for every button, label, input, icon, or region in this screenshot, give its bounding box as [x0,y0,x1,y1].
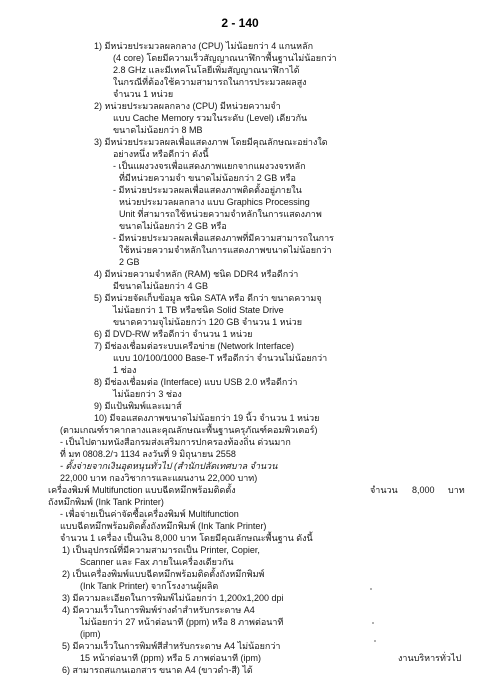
text-line: - เป็นไปตามหนังสือกรมส่งเสริมการปกครองท้องถิ่น ด่วนมาก [60,437,291,447]
text-line: 7) มีช่องเชื่อมต่อระบบเครือข่าย (Network Interface) [94,341,295,351]
text-line: - มีหน่วยประมวลผลเพื่อแสดงภาพติดตั้งอยู่ภายใน [113,185,302,195]
text-line: 15 หน้าต่อนาที (ppm) หรือ 5 ภาพต่อนาที (ipm) [80,653,262,663]
text-line: อย่างหนึ่ง หรือดีกว่า ดังนี้ [113,149,209,159]
text-line: จำนวน 1 หน่วย [113,89,174,99]
text-line: - เพื่อจ่ายเป็นค่าจัดซื้อเครื่องพิมพ์ Multifunction [60,509,239,519]
text-line: 2) เป็นเครื่องพิมพ์แบบฉีดหมึกพร้อมติดตั้งถังหมึกพิมพ์ [62,569,265,579]
text-line: ไม่น้อยกว่า 27 หน้าต่อนาที (ppm) หรือ 8 ภาพต่อนาที [80,617,284,627]
text-line: หน่วยประมวลผลกลาง แบบ Graphics Processing [119,197,310,207]
text-line: 1) มีหน่วยประมวลผลกลาง (CPU) ไม่น้อยกว่า 4 แกนหลัก [94,41,314,51]
text-line: Unit ที่สามารถใช้หน่วยความจำหลักในการแสดงภาพ [119,209,322,219]
text-line: 3) มีความละเอียดในการพิมพ์ไม่น้อยกว่า 1,200x1,200 dpi [62,593,284,603]
text-line: 9) มีแป้นพิมพ์และเมาส์ [94,401,182,411]
scan-speck [374,640,376,642]
text-line: - เป็นแผงวงจรเพื่อแสดงภาพแยกจากแผงวงจรหลัก [113,161,306,171]
text-line: 22,000 บาท กองวิชาการและแผนงาน 22,000 บาท) [60,473,258,483]
amount-value: 8,000 [412,485,435,495]
text-line: Scanner และ Fax ภายในเครื่องเดียวกัน [80,557,234,567]
text-line: แบบ Cache Memory รวมในระดับ (Level) เดียวกัน [113,113,308,123]
text-line: (ตามเกณฑ์ราคากลางและคุณลักษณะพื้นฐานครุภัณฑ์คอมพิวเตอร์) [60,425,318,435]
text-line: 10) มีจอแสดงภาพขนาดไม่น้อยกว่า 19 นิ้ว จำนวน 1 หน่วย [94,413,320,423]
text-line: 8) มีช่องเชื่อมต่อ (Interface) แบบ USB 2.0 หรือดีกว่า [94,377,298,387]
text-line: ไม่น้อยกว่า 3 ช่อง [113,389,182,399]
text-line: 1 ช่อง [113,365,137,375]
text-line: เครื่องพิมพ์ Multifunction แบบฉีดหมึกพร้อมติดตั้ง [48,485,236,495]
text-line: ขนาดไม่น้อยกว่า 2 GB หรือ [119,221,227,231]
amount-unit: บาท [448,485,465,495]
text-line: ขนาดความจุไม่น้อยกว่า 120 GB จำนวน 1 หน่วย [113,317,303,327]
text-line: จำนวน 1 เครื่อง เป็นเงิน 8,000 บาท โดยมีคุณลักษณะพื้นฐาน ดังนี้ [60,533,313,543]
text-line: แบบฉีดหมึกพร้อมติดตั้งถังหมึกพิมพ์ (Ink Tank Printer) [60,521,267,531]
text-line: 4) มีหน่วยความจำหลัก (RAM) ชนิด DDR4 หรือดีกว่า [94,269,299,279]
text-line: ถังหมึกพิมพ์ (Ink Tank Printer) [48,497,164,507]
text-line: (ipm) [80,629,101,639]
text-line: 1) เป็นอุปกรณ์ที่มีความสามารถเป็น Printer, Copier, [62,545,260,555]
text-line: ใช้หน่วยความจำหลักในการแสดงภาพขนาดไม่น้อยกว่า [119,245,332,255]
text-line: 4) มีความเร็วในการพิมพ์ร่างดำสำหรับกระดาษ A4 [62,605,255,615]
text-line: ในกรณีที่ต้องใช้ความสามารถในการประมวลผลสูง [113,77,307,87]
text-line: ขนาดไม่น้อยกว่า 8 MB [113,125,203,135]
text-line: 2.8 GHz และมีเทคโนโลยีเพิ่มสัญญาณนาฬิกาได้ [113,65,300,75]
text-line: 2) หน่วยประมวลผลกลาง (CPU) มีหน่วยความจำ [94,101,281,111]
scan-speck [370,588,372,590]
text-line: 6) สามารถสแกนเอกสาร ขนาด A4 (ขาวดำ-สี) ได้ [62,665,253,675]
text-line: 5) มีความเร็วในการพิมพ์สีสำหรับกระดาษ A4 ไม่น้อยกว่า [62,641,281,651]
text-line: ไม่น้อยกว่า 1 TB หรือชนิด Solid State Drive [113,305,284,315]
text-line: ที่มีหน่วยความจำ ขนาดไม่น้อยกว่า 2 GB หรือ [119,173,296,183]
text-line: 3) มีหน่วยประมวลผลเพื่อแสดงภาพ โดยมีคุณลักษณะอย่างใด [94,137,328,147]
text-line: ที่ มท 0808.2/ว 1134 ลงวันที่ 9 มิถุนายน 2558 [60,449,236,459]
footer-department: งานบริหารทั่วไป [398,653,462,663]
text-line: - มีหน่วยประมวลผลเพื่อแสดงภาพที่มีความสามารถในการ [113,233,335,243]
text-line: (Ink Tank Printer) จากโรงงานผู้ผลิต [80,581,219,591]
text-line: มีขนาดไม่น้อยกว่า 4 GB [113,281,208,291]
text-line: - ตั้งจ่ายจากเงินอุดหนุนทั่วไป (สำนักปลัดเทศบาล จำนวน [60,461,278,471]
text-line: แบบ 10/100/1000 Base-T หรือดีกว่า จำนวนไม่น้อยกว่า [113,353,328,363]
amount-label: จำนวน [370,485,398,495]
text-line: (4 core) โดยมีความเร็วสัญญาณนาฬิกาพื้นฐานไม่น้อยกว่า [113,53,337,63]
text-line: 2 GB [119,257,140,267]
page-number: 2 - 140 [221,16,259,30]
text-line: 5) มีหน่วยจัดเก็บข้อมูล ชนิด SATA หรือ ดีกว่า ขนาดความจุ [94,293,322,303]
scan-speck [372,622,374,624]
text-line: 6) มี DVD-RW หรือดีกว่า จำนวน 1 หน่วย [94,329,253,339]
